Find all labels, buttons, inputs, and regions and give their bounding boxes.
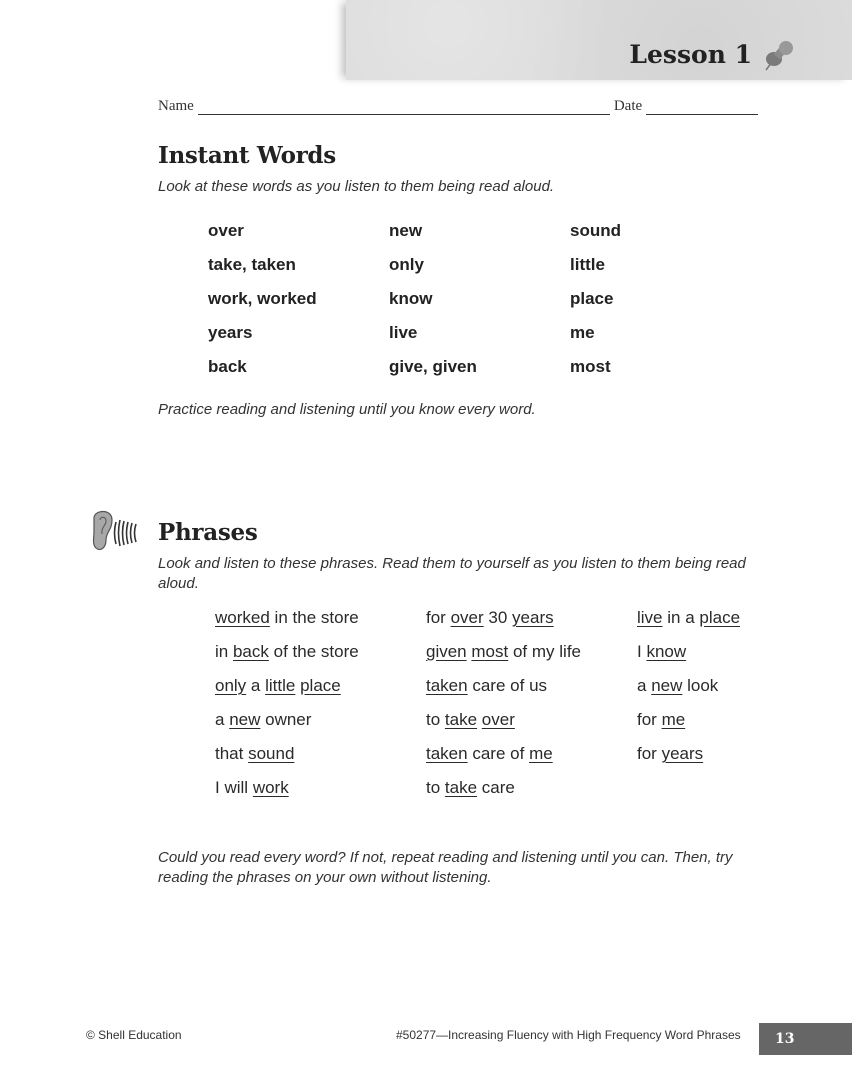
book-title: #50277—Increasing Fluency with High Frequency Word Phrases: [396, 1028, 741, 1042]
instant-word: new: [389, 221, 423, 240]
phrase: to take over: [426, 710, 515, 729]
date-field[interactable]: [646, 100, 758, 115]
page-number: 13: [759, 1023, 852, 1055]
ear-listening-icon: [88, 508, 140, 558]
pushpin-icon: [762, 38, 796, 72]
name-field[interactable]: [198, 100, 610, 115]
phrases-title: Phrases: [158, 519, 258, 546]
instant-word: live: [389, 323, 418, 342]
instant-word: only: [389, 255, 424, 274]
phrases-instruction: Look and listen to these phrases. Read them to yourself as you listen to them being read aloud.: [158, 555, 746, 592]
phrase: worked in the store: [215, 608, 359, 627]
phrase: for me: [637, 710, 686, 729]
phrase: I know: [637, 642, 687, 661]
phrase: taken care of us: [426, 676, 548, 695]
phrase: to take care: [426, 778, 515, 797]
instant-word: over: [208, 221, 244, 240]
instant-word: take, taken: [208, 255, 296, 274]
phrase: [637, 777, 787, 799]
phrase: taken care of me: [426, 744, 553, 763]
instant-word: me: [570, 323, 595, 342]
phrase: given most of my life: [426, 642, 582, 661]
phrase: a new look: [637, 676, 719, 695]
phrase: a new owner: [215, 710, 312, 729]
instant-word: give, given: [389, 357, 477, 376]
name-label: Name: [158, 98, 194, 114]
instant-word: work, worked: [208, 289, 317, 308]
instant-words-grid: [208, 220, 710, 378]
name-date-line: [158, 98, 778, 115]
phrase: for over 30 years: [426, 608, 554, 627]
instant-word: most: [570, 357, 611, 376]
phrase: only a little place: [215, 676, 341, 695]
instant-words-instruction: Look at these words as you listen to them being read aloud.: [158, 178, 555, 195]
phrases-grid: [215, 607, 787, 799]
instant-word: place: [570, 289, 614, 308]
instant-word: sound: [570, 221, 621, 240]
practice-instruction: Practice reading and listening until you know every word.: [158, 401, 536, 418]
phrase: live in a place: [637, 608, 741, 627]
phrase: I will work: [215, 778, 289, 797]
closing-instruction: Could you read every word? If not, repeat reading and listening until you can. Then, try reading the phrases on your own without listening.: [158, 849, 733, 886]
instant-word: years: [208, 323, 253, 342]
copyright: © Shell Education: [86, 1028, 182, 1042]
phrase: that sound: [215, 744, 295, 763]
instant-word: little: [570, 255, 605, 274]
phrase: in back of the store: [215, 642, 359, 661]
lesson-title: Lesson 1: [629, 40, 752, 69]
phrase: for years: [637, 744, 704, 763]
instant-words-title: Instant Words: [158, 142, 336, 169]
instant-word: back: [208, 357, 247, 376]
instant-word: know: [389, 289, 433, 308]
date-label: Date: [613, 98, 643, 114]
